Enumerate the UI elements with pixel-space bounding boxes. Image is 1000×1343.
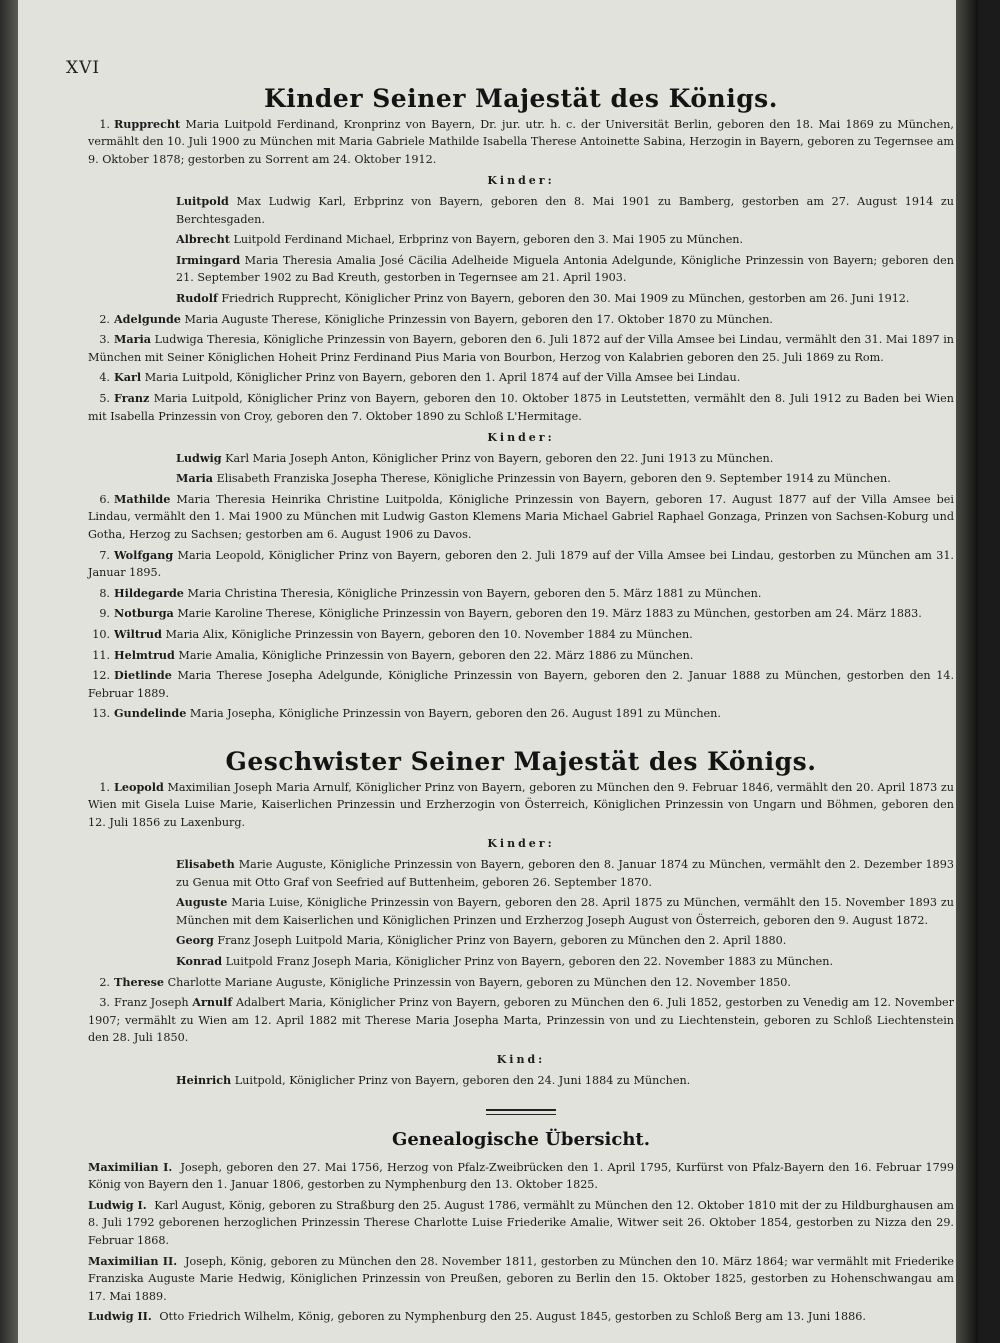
entry-name: Maria: [114, 332, 152, 347]
entry-number: 3.: [99, 996, 110, 1010]
entry-text: Maria Luitpold, Königlicher Prinz von Bayern, geboren den 1. April 1874 auf der Villa Amsee bei Lindau.: [144, 371, 741, 385]
entry-text: Joseph, König, geboren zu München den 28. November 1811, gestorben zu München den 10. März 1864; war vermählt mit Friederike Franziska Auguste Marie Hedwig, Königlichen Prinzessin von Preußen, geboren zu Berlin den 15. Oktober 1825, gestorben zu Hohenschwangau am 17. Mai 1889.: [88, 1254, 954, 1303]
child-entry: [176, 450, 954, 468]
entry-name: Wolfgang: [114, 547, 174, 562]
child-name: Auguste: [176, 895, 228, 910]
genealogy-entry: [88, 1253, 954, 1306]
genealogy-entry: [88, 1159, 954, 1194]
entry-number: 10.: [92, 628, 110, 642]
entry-9: [88, 605, 954, 623]
entry-text: Maria Luitpold Ferdinand, Kronprinz von Bayern, Dr. jur. utr. h. c. der Universität Berlin, geboren den 18. Mai 1869 zu München, vermählt den 10. Juli 1900 zu München mit Maria Gabriele Mathilde Isabella Therese Antoinette Sabina, Herzogin in Bayern, geboren zu Tegernsee am 9. Oktober 1878; gestorben zu Sorrent am 24. Oktober 1912.: [88, 117, 954, 166]
entry-text: Maria Alix, Königliche Prinzessin von Bayern, geboren den 10. November 1884 zu München.: [165, 628, 693, 642]
child-entry: [176, 856, 954, 891]
entry-name: Adelgunde: [114, 311, 181, 326]
kinder-heading: Kinder:: [487, 431, 555, 445]
entry-1: [88, 116, 954, 169]
child-text: Elisabeth Franziska Josepha Therese, Königliche Prinzessin von Bayern, geboren den 9. September 1914 zu München.: [216, 472, 891, 486]
entry-number: 1.: [99, 780, 110, 794]
kinder-heading: Kinder:: [487, 837, 555, 851]
entry-name: Wiltrud: [114, 627, 162, 642]
entry-name: Leopold: [114, 779, 164, 794]
entry-number: 12.: [92, 669, 110, 683]
child-entry: [176, 252, 954, 287]
entry-number: 5.: [99, 391, 110, 405]
entry-10: [88, 626, 954, 644]
child-text: Luitpold, Königlicher Prinz von Bayern, geboren den 24. Juni 1884 zu München.: [234, 1073, 691, 1087]
child-entry: [176, 1072, 954, 1090]
entry-6: [88, 491, 954, 544]
entry-name: Rupprecht: [114, 116, 181, 131]
child-name: Luitpold: [176, 193, 229, 208]
entry-name: Ludwig II.: [88, 1309, 152, 1324]
entry-text: Otto Friedrich Wilhelm, König, geboren zu Nymphenburg den 25. August 1845, gestorben zu Schloß Berg am 13. Juni 1886.: [159, 1310, 866, 1324]
sibling-entry-2: [88, 974, 954, 992]
entry-name: Gundelinde: [114, 706, 187, 721]
genealogy-entry: [88, 1197, 954, 1250]
child-text: Luitpold Ferdinand Michael, Erbprinz von Bayern, geboren den 3. Mai 1905 zu München.: [233, 233, 744, 247]
entry-text: Maria Leopold, Königlicher Prinz von Bayern, geboren den 2. Juli 1879 auf der Villa Amsee bei Lindau, gestorben zu München am 31. Januar 1895.: [88, 548, 954, 580]
kinder-heading: Kinder:: [487, 174, 555, 188]
page-content: [88, 86, 954, 1329]
entry-text: Maria Josepha, Königliche Prinzessin von Bayern, geboren den 26. August 1891 zu München.: [189, 707, 721, 721]
entry-number: 9.: [99, 607, 110, 621]
child-text: Franz Joseph Luitpold Maria, Königlicher Prinz von Bayern, geboren zu München den 2. April 1880.: [217, 934, 787, 948]
entry-5: [88, 390, 954, 425]
genealogy-entry: [88, 1308, 954, 1326]
child-text: Marie Auguste, Königliche Prinzessin von Bayern, geboren den 8. Januar 1874 zu München, vermählt den 2. Dezember 1893 zu Genua mit Otto Graf von Seefried auf Buttenheim, geboren 26. September 1870.: [176, 857, 955, 889]
entry-text: Adalbert Maria, Königlicher Prinz von Bayern, geboren zu München den 6. Juli 1852, gestorben zu Venedig am 12. November 1907; vermählt zu Wien am 12. April 1882 mit Therese Maria Josepha Marta, Prinzessin von und zu Liechtenstein, geboren zu Schloß Liechtenstein den 28. Juli 1850.: [88, 996, 954, 1045]
child-entry: [176, 894, 954, 929]
child-name: Georg: [176, 933, 214, 948]
scan-right-edge: [956, 0, 978, 1343]
entry-name: Franz: [114, 390, 150, 405]
kind-heading: Kind:: [496, 1052, 546, 1066]
entry-number: 11.: [92, 648, 110, 662]
entry-name: Mathilde: [114, 491, 171, 506]
entry-number: 8.: [99, 586, 110, 600]
section-title-children: Kinder Seiner Majestät des Königs.: [264, 84, 778, 113]
entry-name: Arnulf: [192, 995, 233, 1010]
child-entry: [176, 953, 954, 971]
page-number: XVI: [66, 58, 101, 78]
child-text: Karl Maria Joseph Anton, Königlicher Prinz von Bayern, geboren den 22. Juni 1913 zu München.: [225, 451, 774, 465]
child-entry: [176, 470, 954, 488]
entry-name: Maximilian II.: [88, 1253, 178, 1268]
entry-number: 6.: [99, 492, 110, 506]
child-name: Irmingard: [176, 252, 241, 267]
entry-name: Maximilian I.: [88, 1159, 173, 1174]
entry-3: [88, 331, 954, 366]
entry-number: 3.: [99, 333, 110, 347]
entry-text: Maximilian Joseph Maria Arnulf, Königlicher Prinz von Bayern, geboren zu München den 9. Februar 1846, vermählt den 20. April 1873 zu Wien mit Gisela Luise Marie, Kaiserlichen Prinzessin und Erzherzogin von Österreich, Königlichen Prinzessin von Ungarn und Böhmen, geboren den 12. Juli 1856 zu Laxenburg.: [88, 780, 955, 829]
child-name: Heinrich: [176, 1072, 232, 1087]
entry-name: Karl: [114, 370, 142, 385]
child-text: Luitpold Franz Joseph Maria, Königlicher Prinz von Bayern, geboren den 22. November 1883 zu München.: [225, 954, 834, 968]
entry-2: [88, 311, 954, 329]
entry-12: [88, 667, 954, 702]
entry-text: Ludwiga Theresia, Königliche Prinzessin von Bayern, geboren den 6. Juli 1872 auf der Villa Amsee bei Lindau, vermählt den 31. Mai 1897 in München mit Seiner Königlichen Hoheit Prinz Ferdinand Pius Maria von Bourbon, Herzog von Kalabrien geboren den 25. Juli 1869 zu Rom.: [88, 333, 954, 364]
child-name: Maria: [176, 471, 214, 486]
entry-text: Maria Christina Theresia, Königliche Prinzessin von Bayern, geboren den 5. März 1881 zu München.: [187, 586, 762, 600]
entry-name: Ludwig I.: [88, 1197, 147, 1212]
entry-7: [88, 547, 954, 582]
entry-text: Karl August, König, geboren zu Straßburg den 25. August 1786, vermählt zu München den 12. Oktober 1810 mit der zu Hildburghausen am 8. Juli 1792 geborenen herzoglichen Prinzessin Therese Charlotte Luise Friederike Amalie, Witwer seit 26. Oktober 1854, gestorben zu Nizza den 29. Februar 1868.: [88, 1198, 954, 1248]
entry-number: 2.: [99, 975, 110, 989]
entry-prename: Franz Joseph: [114, 996, 189, 1010]
scan-left-edge: [0, 0, 18, 1343]
entry-number: 4.: [99, 371, 110, 385]
entry-text: Joseph, geboren den 27. Mai 1756, Herzog von Pfalz-Zweibrücken den 1. April 1795, Kurfürst von Pfalz-Bayern den 16. Februar 1799 König von Bayern den 1. Januar 1806, gestorben zu Nymphenburg den 13. Oktober 1825.: [88, 1160, 955, 1192]
child-text: Friedrich Rupprecht, Königlicher Prinz von Bayern, geboren den 30. Mai 1909 zu München, gestorben am 26. Juni 1912.: [221, 291, 910, 305]
entry-13: [88, 705, 954, 723]
entry-number: 7.: [99, 548, 110, 562]
sibling-entry-1: [88, 779, 954, 832]
entry-text: Maria Auguste Therese, Königliche Prinzessin von Bayern, geboren den 17. Oktober 1870 zu München.: [184, 312, 773, 326]
child-entry: [176, 932, 954, 950]
entry-name: Helmtrud: [114, 647, 175, 662]
child-name: Konrad: [176, 953, 223, 968]
entry-11: [88, 647, 954, 665]
child-text: Maria Luise, Königliche Prinzessin von Bayern, geboren den 28. April 1875 zu München, vermählt den 15. November 1893 zu München mit dem Kaiserlichen und Königlichen Prinzen und Erzherzog Joseph August von Österreich, geboren den 9. August 1872.: [176, 896, 954, 927]
child-text: Max Ludwig Karl, Erbprinz von Bayern, geboren den 8. Mai 1901 zu Bamberg, gestorben am 27. August 1914 zu Berchtesgaden.: [176, 194, 954, 226]
sibling-entry-3: [88, 994, 954, 1047]
entry-text: Maria Theresia Heinrika Christine Luitpolda, Königliche Prinzessin von Bayern, geboren 17. August 1877 auf der Villa Amsee bei Lindau, vermählt den 1. Mai 1900 zu München mit Ludwig Gaston Klemens Maria Michael Gabriel Raphael Gonzaga, Prinzen von Sachsen-Koburg und Gotha, Herzog zu Sachsen; gestorben am 6. August 1906 zu Davos.: [88, 492, 954, 542]
entry-name: Hildegarde: [114, 585, 184, 600]
child-text: Maria Theresia Amalia José Cäcilia Adelheide Miguela Antonia Adelgunde, Königliche Prinzessin von Bayern; geboren den 21. September 1902 zu Bad Kreuth, gestorben in Tegernsee am 21. April 1903.: [176, 253, 955, 285]
entry-text: Marie Amalia, Königliche Prinzessin von Bayern, geboren den 22. März 1886 zu München.: [178, 648, 694, 662]
child-entry: [176, 193, 954, 228]
entry-name: Dietlinde: [114, 668, 172, 683]
entry-4: [88, 369, 954, 387]
child-name: Albrecht: [176, 232, 230, 247]
child-entry: [176, 290, 954, 308]
entry-name: Therese: [114, 974, 165, 989]
child-name: Elisabeth: [176, 856, 235, 871]
child-entry: [176, 231, 954, 249]
section-title-siblings: Geschwister Seiner Majestät des Königs.: [225, 747, 817, 776]
entry-name: Notburga: [114, 606, 174, 621]
entry-text: Maria Luitpold, Königlicher Prinz von Bayern, geboren den 10. Oktober 1875 in Leutstetten, vermählt den 8. Juli 1912 zu Baden bei Wien mit Isabella Prinzessin von Croy, geboren den 7. Oktober 1890 zu Schloß L'Hermitage.: [88, 391, 954, 423]
section-title-genealogy: Genealogische Übersicht.: [391, 1129, 650, 1151]
section-divider: [486, 1109, 556, 1115]
entry-text: Marie Karoline Therese, Königliche Prinzessin von Bayern, geboren den 19. März 1883 zu München, gestorben am 24. März 1883.: [177, 607, 922, 621]
entry-text: Maria Therese Josepha Adelgunde, Königliche Prinzessin von Bayern, geboren den 2. Januar 1888 zu München, gestorben den 14. Februar 1889.: [88, 669, 954, 700]
child-name: Ludwig: [176, 450, 222, 465]
entry-8: [88, 585, 954, 603]
entry-number: 1.: [99, 117, 110, 131]
entry-number: 2.: [99, 312, 110, 326]
child-name: Rudolf: [176, 290, 218, 305]
document-page: [18, 0, 978, 1343]
entry-number: 13.: [92, 707, 110, 721]
entry-text: Charlotte Mariane Auguste, Königliche Prinzessin von Bayern, geboren zu München den 12. November 1850.: [167, 975, 791, 989]
